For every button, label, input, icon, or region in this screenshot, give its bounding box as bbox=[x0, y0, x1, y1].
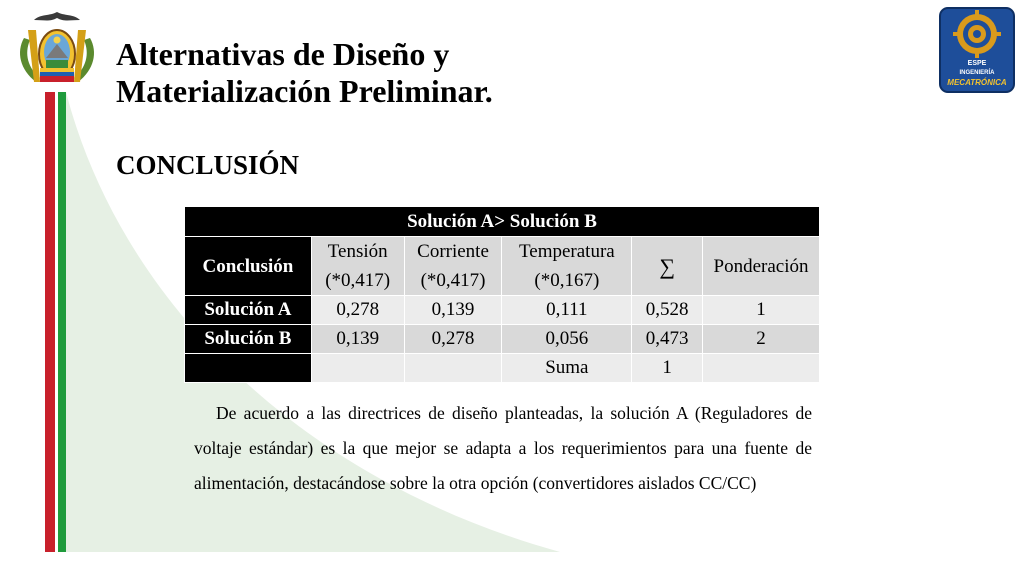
logo-text-espe: ESPE bbox=[967, 60, 987, 67]
table-row bbox=[185, 296, 820, 325]
footer-empty-cell bbox=[703, 354, 820, 383]
table-row bbox=[185, 325, 820, 354]
temperatura-weight: (*0,167) bbox=[534, 270, 600, 291]
logo-text-ingenieria: INGENIERÍA bbox=[959, 70, 995, 76]
column-header-ponderacion: Ponderación bbox=[703, 237, 820, 296]
column-header-tension bbox=[311, 237, 404, 296]
footer-suma-value: 1 bbox=[632, 354, 703, 383]
temperatura-label: Temperatura bbox=[518, 241, 615, 262]
logo-text-mecatronica: MECATRÓNICA bbox=[947, 78, 1007, 87]
tension-weight: (*0,417) bbox=[325, 270, 391, 291]
conclusion-paragraph bbox=[194, 396, 812, 501]
cell-temperatura: 0,111 bbox=[502, 296, 632, 325]
corriente-label: Corriente bbox=[417, 241, 489, 262]
footer-empty-cell bbox=[311, 354, 404, 383]
red-stripe bbox=[45, 92, 55, 552]
cell-corriente: 0,139 bbox=[404, 296, 502, 325]
footer-suma-label: Suma bbox=[502, 354, 632, 383]
column-header-sum: ∑ bbox=[632, 237, 703, 296]
row-label-solucion-b: Solución B bbox=[185, 325, 312, 354]
row-label-solucion-a: Solución A bbox=[185, 296, 312, 325]
cell-tension: 0,139 bbox=[311, 325, 404, 354]
cell-suma: 0,528 bbox=[632, 296, 703, 325]
footer-empty-cell bbox=[404, 354, 502, 383]
column-header-temperatura bbox=[502, 237, 632, 296]
cell-ponderacion: 2 bbox=[703, 325, 820, 354]
cell-ponderacion: 1 bbox=[703, 296, 820, 325]
cell-corriente: 0,278 bbox=[404, 325, 502, 354]
section-title: CONCLUSIÓN bbox=[116, 150, 300, 180]
title-line-1: Alternativas de Diseño y bbox=[116, 36, 450, 72]
title-line-2: Materialización Preliminar. bbox=[116, 73, 493, 109]
cell-temperatura: 0,056 bbox=[502, 325, 632, 354]
espe-mecatronica-logo bbox=[938, 6, 1016, 94]
conclusion-text: De acuerdo a las directrices de diseño planteadas, la solución A (Reguladores de voltaje estándar) es la que mejor se adapta a los requerimientos para una fuente de alimentación, destacándose sobre la otra opción (convertidores aislados CC/CC) bbox=[194, 403, 812, 493]
corriente-weight: (*0,417) bbox=[420, 270, 486, 291]
ecuador-coat-of-arms-logo bbox=[10, 8, 104, 90]
table-title: Solución A> Solución B bbox=[185, 207, 820, 237]
column-header-corriente bbox=[404, 237, 502, 296]
column-header-conclusion: Conclusión bbox=[185, 237, 312, 296]
tension-label: Tensión bbox=[327, 241, 388, 262]
footer-empty-label bbox=[185, 354, 312, 383]
cell-tension: 0,278 bbox=[311, 296, 404, 325]
page-title bbox=[116, 36, 493, 110]
results-table bbox=[184, 206, 820, 383]
cell-suma: 0,473 bbox=[632, 325, 703, 354]
white-stripe bbox=[55, 92, 58, 552]
table-footer-row bbox=[185, 354, 820, 383]
green-stripe bbox=[58, 92, 66, 552]
